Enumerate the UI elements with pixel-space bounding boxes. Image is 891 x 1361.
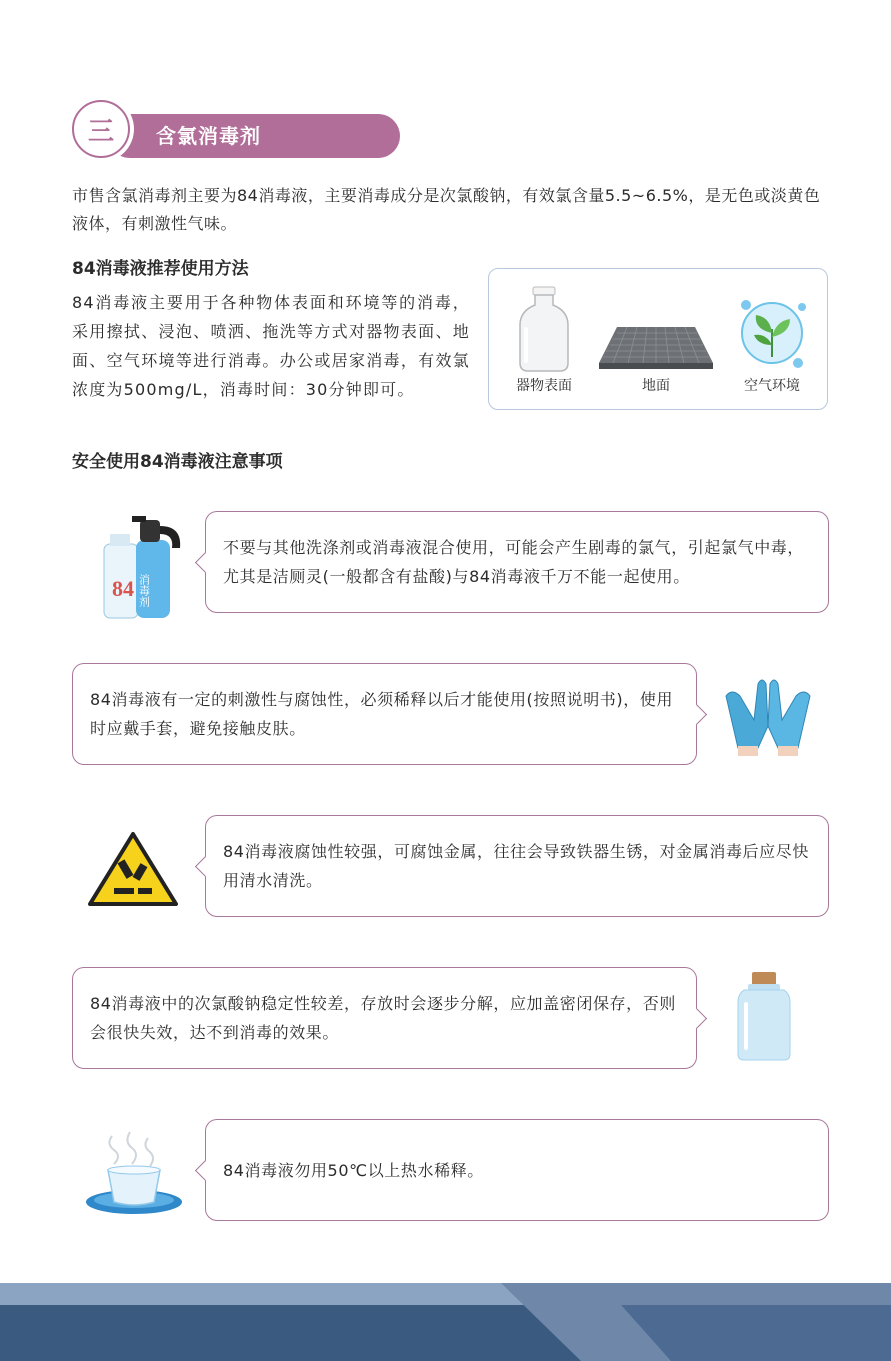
safety-note-1	[205, 511, 829, 613]
section-title: 含氯消毒剂	[156, 124, 261, 148]
gloves-icon	[718, 666, 818, 760]
corked-jar-icon	[732, 968, 796, 1064]
note-tail	[195, 856, 216, 877]
note-tail	[686, 1008, 707, 1029]
air-leaf-icon	[732, 293, 812, 373]
safety-note-3-text: 84消毒液腐蚀性较强，可腐蚀金属，往往会导致铁器生锈，对金属消毒后应尽快用清水清洗。	[223, 842, 809, 890]
safety-note-5-text: 84消毒液勿用50℃以上热水稀释。	[223, 1161, 484, 1180]
surface-label-air: 空气环境	[744, 378, 800, 394]
surface-item-air	[717, 279, 827, 403]
safety-note-4-text: 84消毒液中的次氯酸钠稳定性较差，存放时会逐步分解，应加盖密闭保存，否则会很快失效，达不到消毒的效果。	[90, 994, 676, 1042]
surface-label-floor: 地面	[642, 378, 670, 394]
surface-item-floor	[601, 279, 711, 403]
section-header	[72, 100, 400, 158]
bottle-label-text: 消毒剂	[137, 574, 151, 607]
surface-item-objects	[489, 279, 599, 403]
safety-note-1-text: 不要与其他洗涤剂或消毒液混合使用，可能会产生剧毒的氯气，引起氯气中毒，尤其是洁厕灵(一般都含有盐酸)与84消毒液千万不能一起使用。	[223, 538, 805, 586]
safety-note-3	[205, 815, 829, 917]
safety-note-5	[205, 1119, 829, 1221]
bottle-number-text: 84	[112, 576, 134, 601]
intro-paragraph: 市售含氯消毒剂主要为84消毒液，主要消毒成分是次氯酸钠，有效氯含量5.5~6.5%，是无色或淡黄色液体，有刺激性气味。	[72, 186, 821, 233]
footer-wedge	[501, 1283, 891, 1361]
section-number: 三	[72, 100, 130, 158]
glass-bottle-icon	[514, 285, 574, 373]
safety-heading: 安全使用84消毒液注意事项	[72, 452, 283, 472]
safety-note-2	[72, 663, 697, 765]
surfaces-panel	[488, 268, 828, 410]
safety-note-2-text: 84消毒液有一定的刺激性与腐蚀性，必须稀释以后才能使用(按照说明书)，使用时应戴手套，避免接触皮肤。	[90, 690, 674, 738]
disinfectant-spray-bottle-icon	[96, 504, 192, 622]
note-tail	[195, 1160, 216, 1181]
surface-label-objects: 器物表面	[516, 378, 572, 394]
safety-note-4	[72, 967, 697, 1069]
method-paragraph: 84消毒液主要用于各种物体表面和环境等的消毒，采用擦拭、浸泡、喷洒、拖洗等方式对器物表面、地面、空气环境等进行消毒。办公或居家消毒，有效氯浓度为500mg/L，消毒时间：30分钟即可。	[72, 293, 470, 399]
corrosive-warning-icon	[86, 830, 180, 908]
floor-tiles-icon	[597, 299, 715, 379]
note-tail	[195, 552, 216, 573]
note-tail	[686, 704, 707, 725]
method-heading: 84消毒液推荐使用方法	[72, 259, 249, 279]
hot-water-cup-icon	[82, 1130, 186, 1220]
